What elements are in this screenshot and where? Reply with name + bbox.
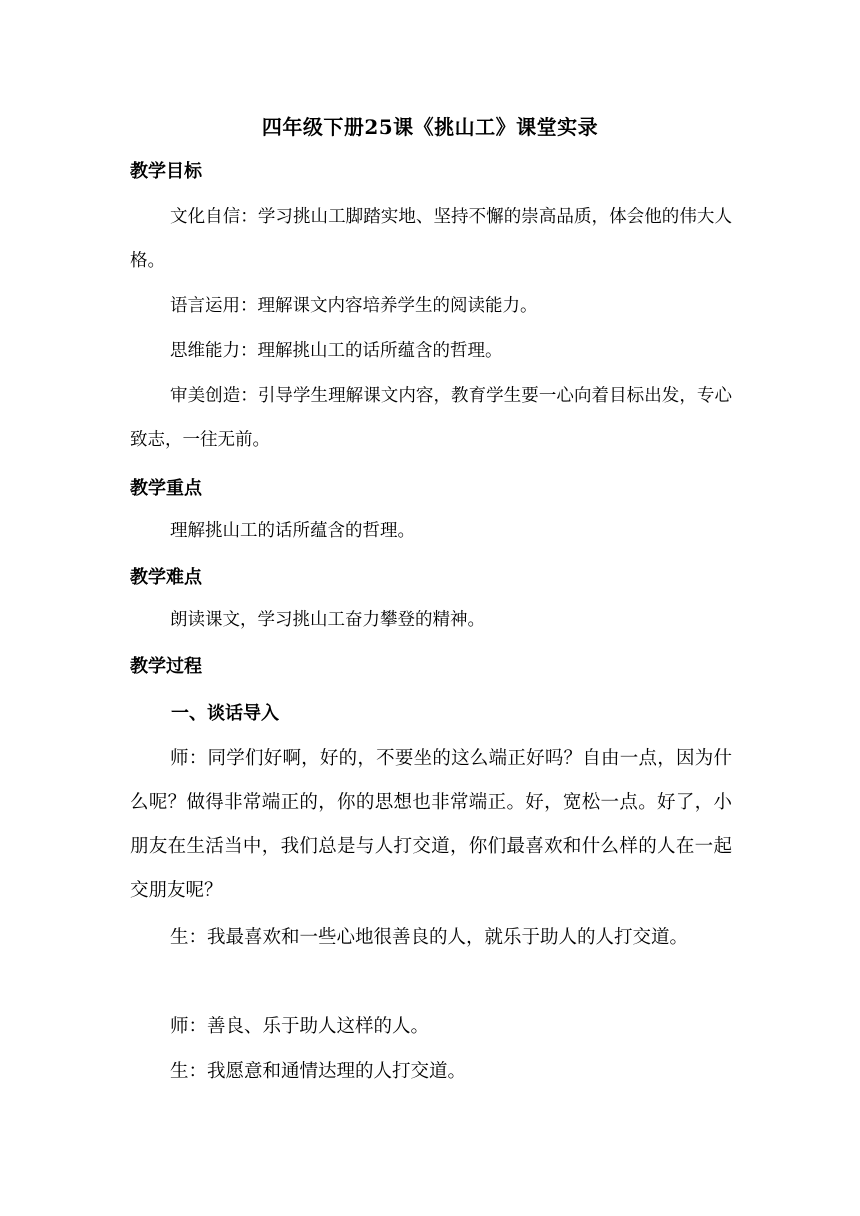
key-points-heading: 教学重点 xyxy=(130,478,202,499)
dialogue-line: 师：善良、乐于助人这样的人。 xyxy=(170,1016,430,1037)
objective-language-use: 语言运用：理解课文内容培养学生的阅读能力。 xyxy=(170,296,538,316)
dialogue-line: 师：同学们好啊，好的，不要坐的这么端正好吗？自由一点，因为什么呢？做得非常端正的，你的思想也非常端正。好，宽松一点。好了，小朋友在生活当中，我们总是与人打交道，你们最喜欢和什么样的人在一起交朋友呢？ xyxy=(130,748,732,901)
dialogue-line: 生：我愿意和通情达理的人打交道。 xyxy=(170,1061,467,1082)
objective-thinking-ability: 思维能力：理解挑山工的话所蕴含的哲理。 xyxy=(170,341,503,361)
process-heading: 教学过程 xyxy=(130,656,202,677)
document-title: 四年级下册25课《挑山工》课堂实录 xyxy=(261,115,599,139)
difficulties-text: 朗读课文，学习挑山工奋力攀登的精神。 xyxy=(170,610,485,630)
dialogue-line: 生：我最喜欢和一些心地很善良的人，就乐于助人的人打交道。 xyxy=(170,927,689,948)
key-points-text: 理解挑山工的话所蕴含的哲理。 xyxy=(170,521,415,541)
step1-heading: 一、谈话导入 xyxy=(171,703,279,724)
objective-aesthetic-creation: 审美创造：引导学生理解课文内容，教育学生要一心向着目标出发，专心致志，一往无前。 xyxy=(130,386,732,450)
objective-cultural-confidence: 文化自信：学习挑山工脚踏实地、坚持不懈的崇高品质，体会他的伟大人格。 xyxy=(130,207,732,271)
objectives-heading: 教学目标 xyxy=(130,161,202,182)
difficulties-heading: 教学难点 xyxy=(130,567,202,588)
